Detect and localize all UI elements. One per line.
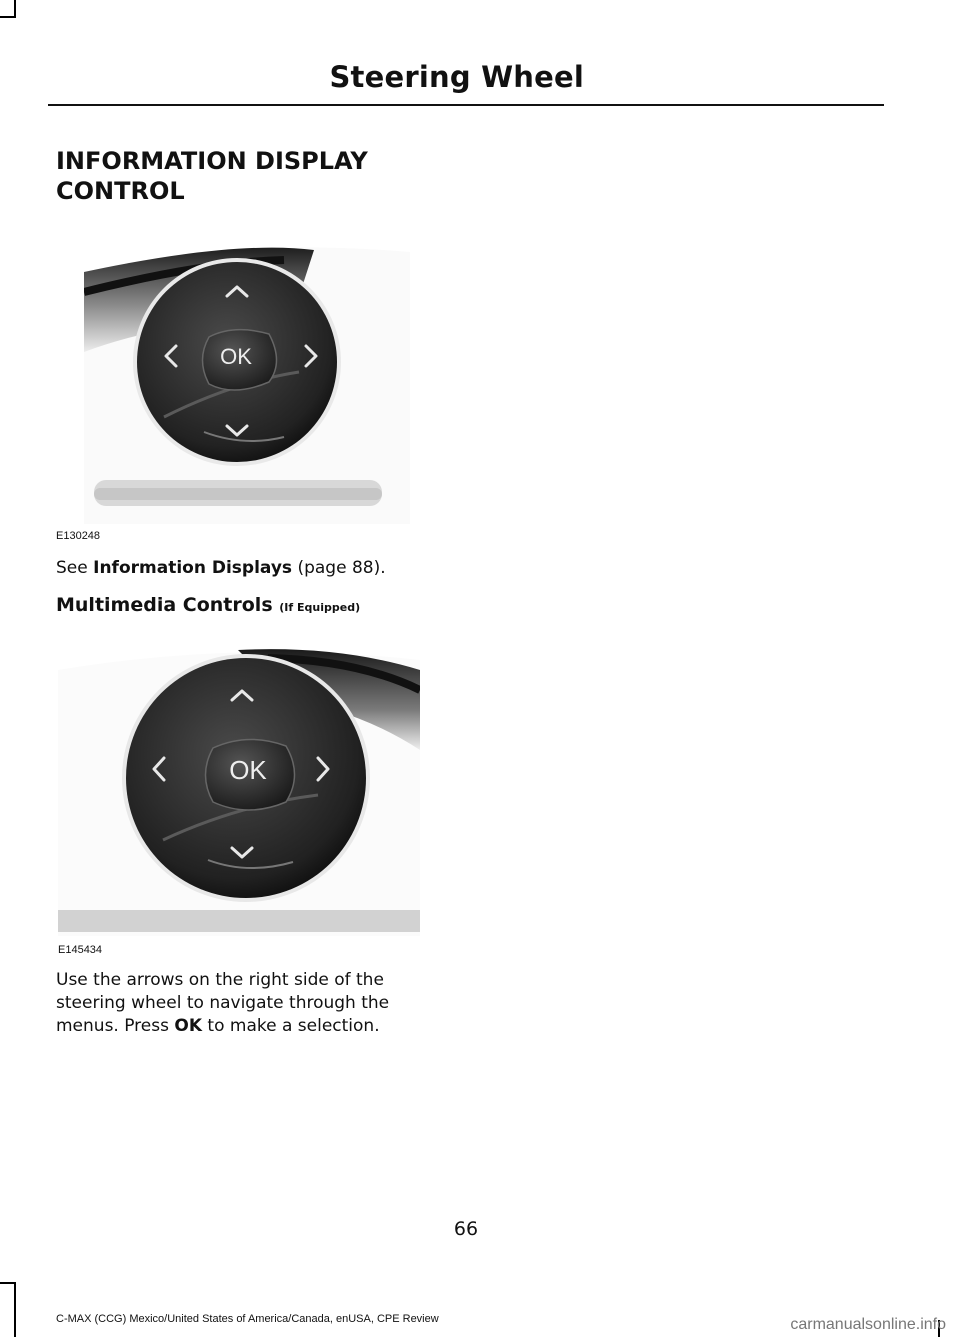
page-number: 66 bbox=[453, 1218, 479, 1240]
cross-reference bbox=[56, 557, 386, 580]
instruction-paragraph bbox=[56, 969, 389, 1038]
section-heading-line: CONTROL bbox=[56, 177, 185, 205]
subsection-heading bbox=[56, 594, 360, 616]
ok-button-label: OK bbox=[220, 344, 252, 369]
steering-control-illustration bbox=[84, 232, 410, 524]
footer-document-id: C-MAX (CCG) Mexico/United States of America/Canada, enUSA, CPE Review bbox=[56, 1313, 439, 1325]
watermark: carmanualsonline.info bbox=[790, 1316, 946, 1333]
crop-mark bbox=[14, 1282, 16, 1337]
figure-multimedia-controls bbox=[58, 640, 420, 936]
crop-mark bbox=[0, 16, 16, 18]
cross-reference-link[interactable]: Information Displays bbox=[93, 558, 293, 578]
section-heading-line: INFORMATION DISPLAY bbox=[56, 147, 368, 175]
section-heading bbox=[56, 146, 456, 206]
ok-button-label: OK bbox=[229, 755, 267, 785]
crop-mark bbox=[0, 1282, 16, 1284]
subsection-qualifier: (If Equipped) bbox=[279, 601, 361, 614]
cross-reference-suffix: (page 88). bbox=[292, 558, 386, 578]
header-rule bbox=[48, 104, 884, 106]
cross-reference-prefix: See bbox=[56, 558, 94, 578]
figure-code: E145434 bbox=[58, 944, 103, 956]
figure-info-display-control bbox=[84, 232, 410, 524]
instruction-line: Use the arrows on the right side of the bbox=[56, 970, 384, 990]
instruction-line-suffix: to make a selection. bbox=[202, 1016, 380, 1036]
instruction-ok-term: OK bbox=[174, 1016, 203, 1036]
subsection-title: Multimedia Controls bbox=[56, 594, 273, 616]
instruction-line: steering wheel to navigate through the bbox=[56, 993, 390, 1013]
instruction-line-prefix: menus. Press bbox=[56, 1016, 175, 1036]
steering-control-illustration bbox=[58, 640, 420, 936]
page-header-title: Steering Wheel bbox=[329, 60, 584, 94]
figure-code: E130248 bbox=[56, 530, 101, 542]
